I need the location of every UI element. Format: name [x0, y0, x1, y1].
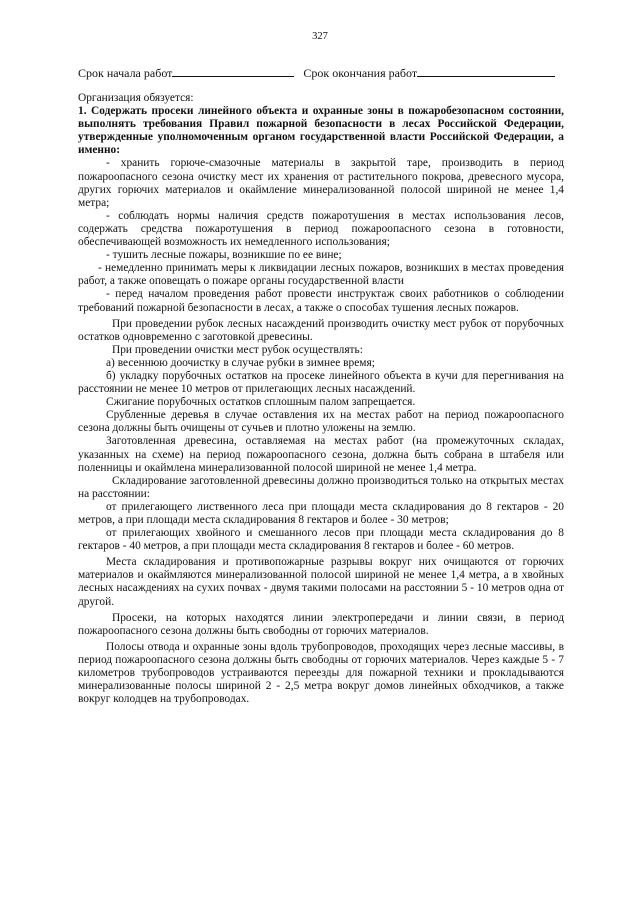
- paragraph-item-b: б) укладку порубочных остатков на просеке линейного объекта в кучи для перегнивания на расстоянии не менее 10 метров от прилегающих лесных насаждений.: [78, 369, 564, 396]
- work-start-blank: [172, 65, 294, 77]
- page-number: 327: [312, 31, 328, 42]
- paragraph-felling-cleaning: При проведении рубок лесных насаждений производить очистку мест рубок от порубочных остатков одновременно с заготовкой древесины.: [78, 317, 564, 343]
- paragraph-power-lines: Просеки, на которых находятся линии электропередачи и линии связи, в период пожароопасного сезона должны быть свободны от горючих материалов.: [78, 611, 564, 637]
- work-start-label: Срок начала работ: [78, 66, 173, 80]
- paragraph-fuel-storage: - хранить горюче-смазочные материалы в закрытой таре, производить в период пожароопасного сезона очистку мест их хранения от растительного покрова, древесного мусора, других горючих материалов и окаймление минерализованной полосой шириной не менее 1,4 метра;: [78, 157, 564, 209]
- paragraph-briefing: - перед началом проведения работ провести инструктаж своих работников о соблюдении требований пожарной безопасности в лесах, а также о способах тушения лесных пожаров.: [78, 288, 564, 314]
- paragraph-item-a: а) весеннюю доочистку в случае рубки в зимнее время;: [106, 356, 375, 369]
- obligation-intro: Организация обязуется:: [78, 92, 194, 104]
- paragraph-liquidation-measures: - немедленно принимать меры к ликвидации лесных пожаров, возникших в местах проведения работ, а также оповещать о пожаре органы государственной власти: [78, 262, 564, 288]
- paragraph-harvested-wood: Заготовленная древесина, оставляемая на местах работ (на промежуточных складах, указанных на схеме) на период пожароопасного сезона, должна быть собрана в штабеля или поленницы и окаймлена минерализованной полосой шириной не менее 1,4 метра.: [78, 435, 564, 474]
- work-term-line: [78, 65, 578, 81]
- paragraph-burning-ban: Сжигание порубочных остатков сплошным палом запрещается.: [106, 396, 416, 409]
- work-end-label: Срок окончания работ: [303, 66, 418, 80]
- paragraph-felled-trees: Срубленные деревья в случае оставления их на местах работ на период пожароопасного сезона должны быть очищены от сучьев и плотно уложены на землю.: [78, 409, 564, 435]
- paragraph-pipelines: Полосы отвода и охранные зоны вдоль трубопроводов, проходящих через лесные массивы, в период пожароопасного сезона должны быть свободны от горючих материалов. Через каждые 5 - 7 километров трубопроводов устраиваются переезды для пожарной техники и прокладываются минерализованные полосы шириной 2 - 2,5 метра вокруг домов линейных обходчиков, а также вокруг колодцев на трубопроводах.: [78, 640, 564, 706]
- obligation-heading: 1. Содержать просеки линейного объекта и охранные зоны в пожаробезопасном состоянии, выполнять требования Правил пожарной безопасности в лесах Российской Федерации, утвержденные уполномоченным органом государственной власти Российской Федерации, а именно:: [78, 105, 564, 157]
- paragraph-extinguishing-means: - соблюдать нормы наличия средств пожаротушения в местах использования лесов, содержать средства пожаротушения в период пожароопасного сезона в готовности, обеспечивающей возможность их немедленного использования;: [78, 209, 564, 249]
- paragraph-extinguish-fires: - тушить лесные пожары, возникшие по ее вине;: [106, 249, 342, 262]
- paragraph-storage-sites: Места складирования и противопожарные разрывы вокруг них очищаются от горючих материалов и окаймляются минерализованной полосой шириной не менее 1,4 метра, а в хвойных лесных насаждениях на сухих почвах - двумя такими полосами на расстоянии 5 - 10 метров одна от другой.: [78, 556, 564, 608]
- paragraph-storage-distance: Складирование заготовленной древесины должно производиться только на открытых местах на расстоянии:: [78, 474, 564, 500]
- paragraph-cleaning-intro: При проведении очистки мест рубок осуществлять:: [112, 343, 363, 356]
- document-body: [78, 92, 564, 706]
- paragraph-deciduous-distance: от прилегающего лиственного леса при площади места складирования до 8 гектаров - 20 метров, а при площади места складирования 8 гектаров и более - 30 метров;: [78, 500, 564, 526]
- work-end-blank: [417, 65, 555, 77]
- paragraph-coniferous-distance: от прилегающих хвойного и смешанного лесов при площади места складирования до 8 гектаров - 40 метров, а при площади места складирования 8 гектаров и более - 60 метров.: [78, 527, 564, 553]
